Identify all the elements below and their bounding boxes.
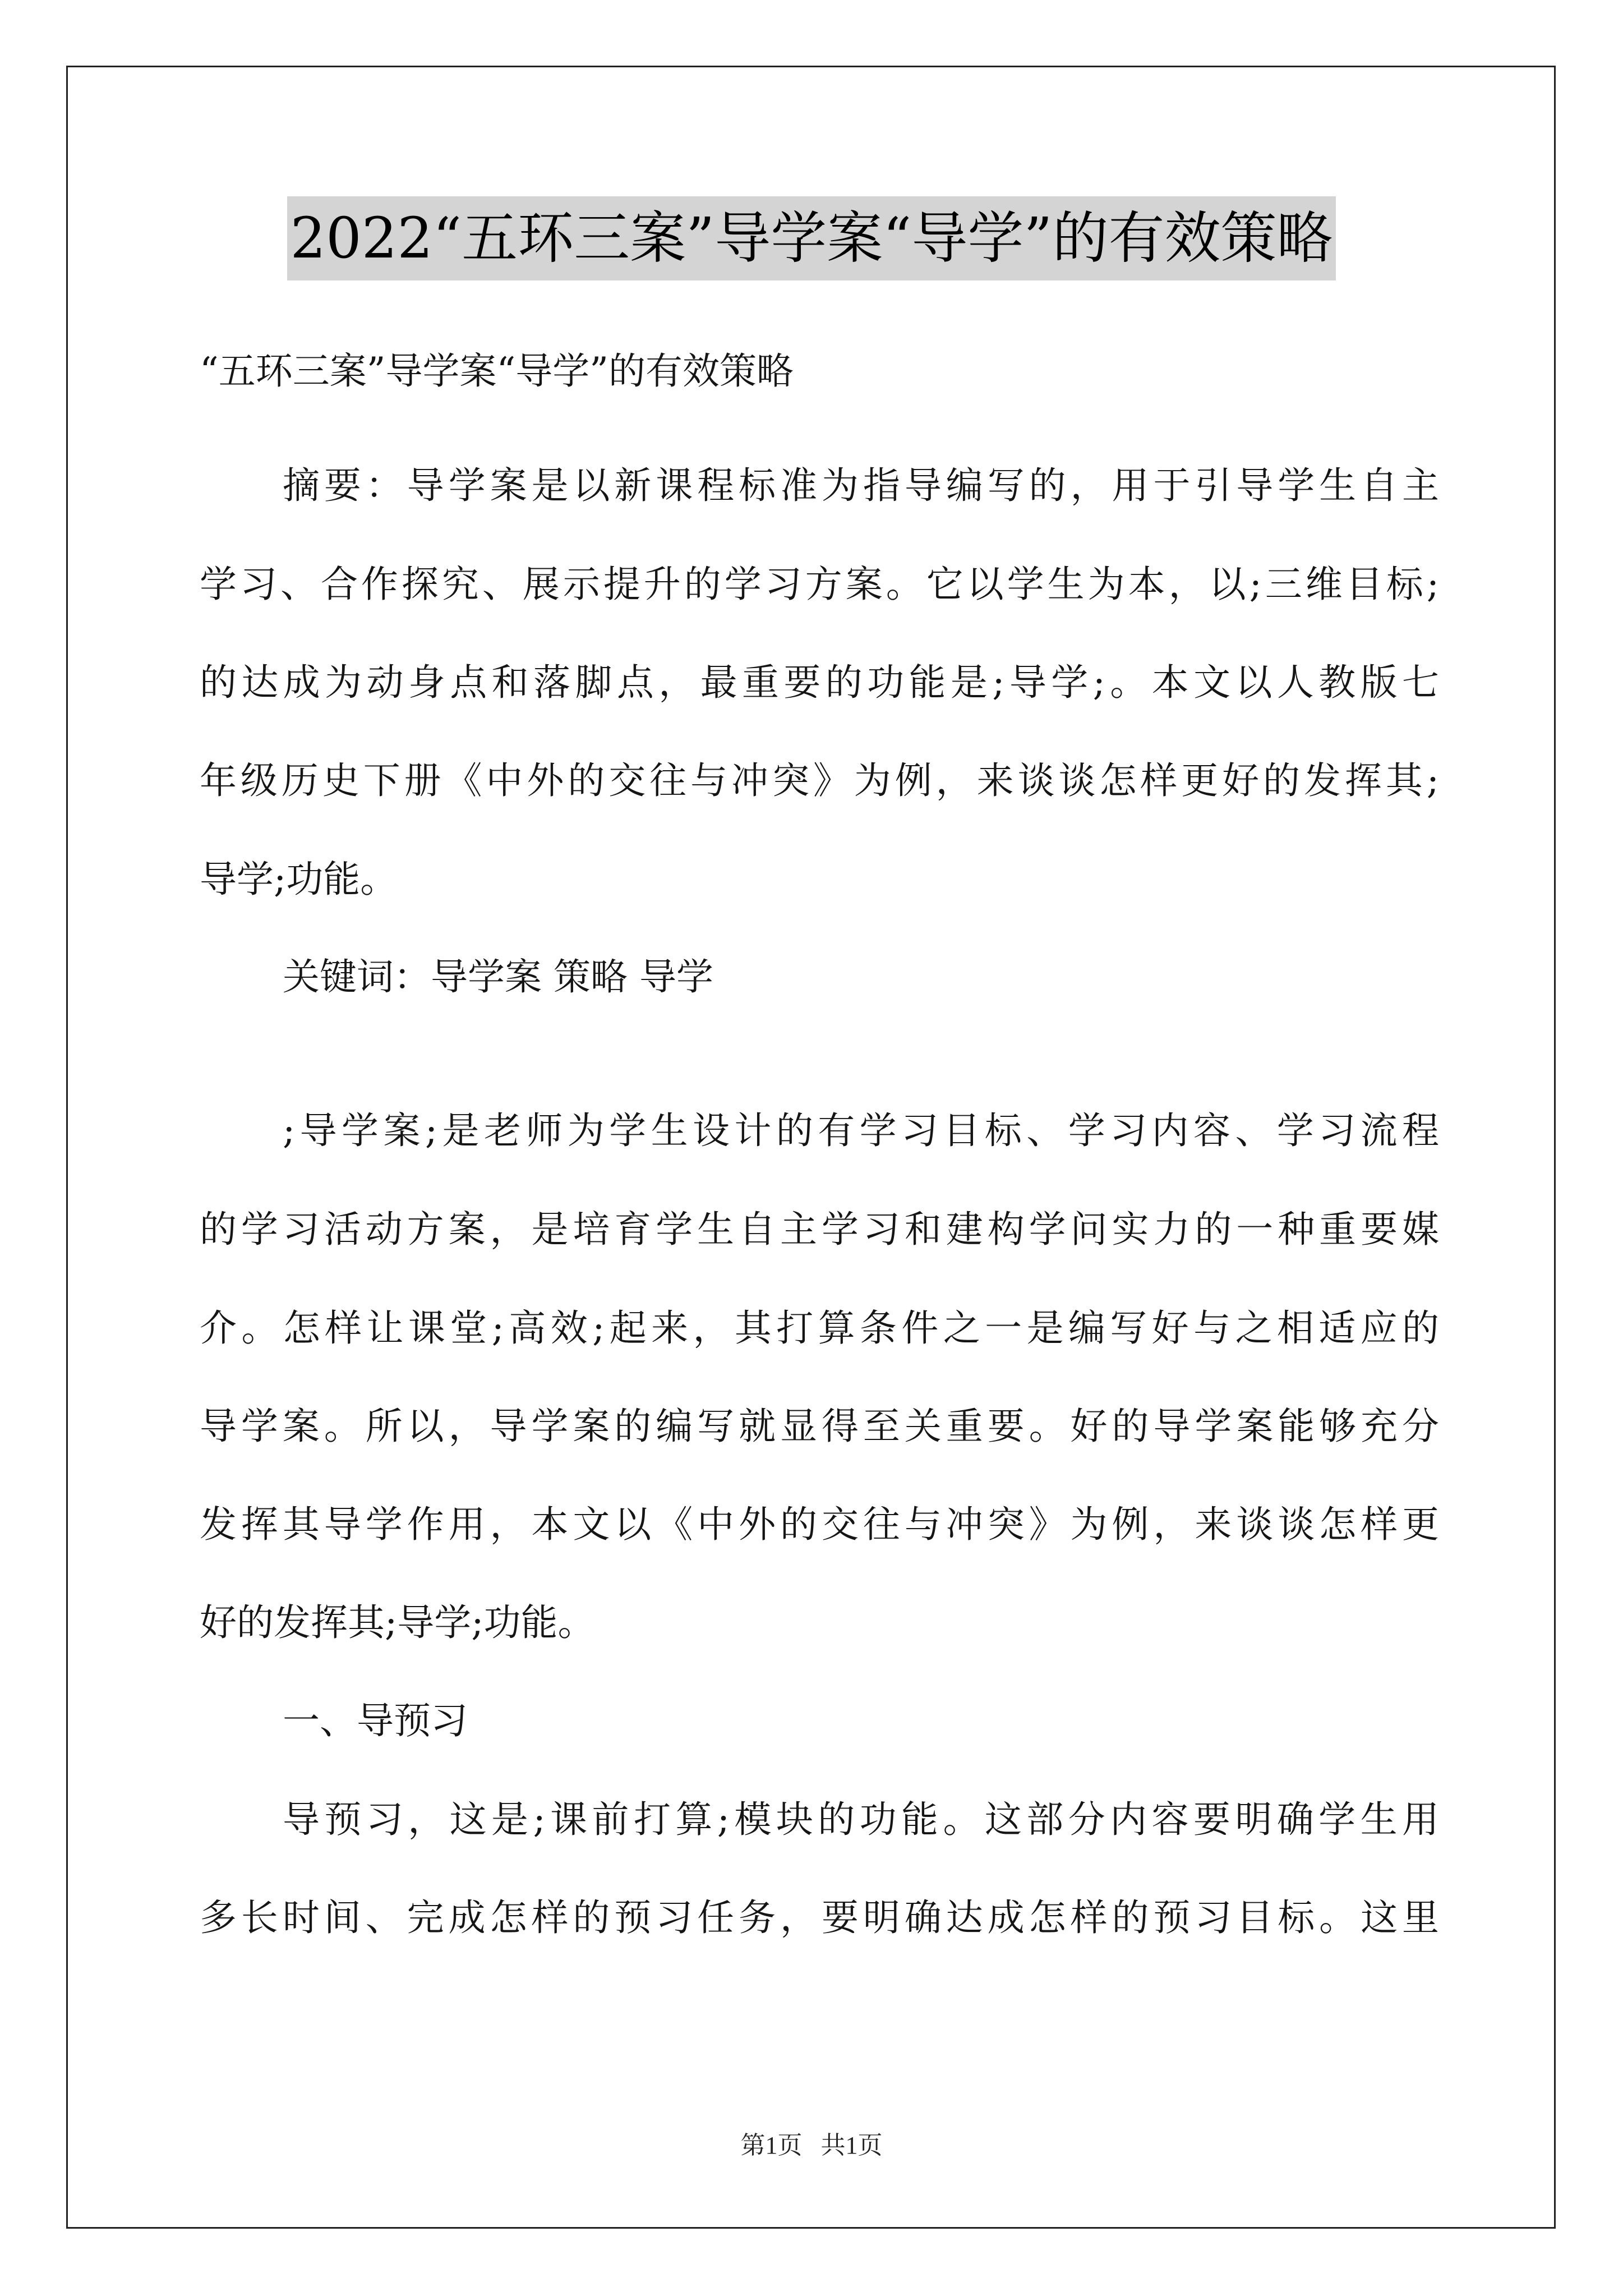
document-title: 2022“五环三案”导学案“导学”的有效策略 — [287, 196, 1336, 280]
section-heading: 一、导预习 — [283, 1699, 468, 1742]
keywords-line: 关键词：导学案 策略 导学 — [283, 955, 713, 999]
paragraph-line: 介。怎样让课堂;高效;起来，其打算条件之一是编写好与之相适应的 — [200, 1306, 1439, 1350]
paragraph-line: 好的发挥其;导学;功能。 — [200, 1601, 595, 1644]
paragraph-line: 导学案。所以，导学案的编写就显得至关重要。好的导学案能够充分 — [200, 1405, 1439, 1448]
paragraph-line: 导预习，这是;课前打算;模块的功能。这部分内容要明确学生用 — [283, 1798, 1439, 1841]
paragraph-line: 的学习活动方案，是培育学生自主学习和建构学问实力的一种重要媒 — [200, 1208, 1439, 1251]
paragraph-line: ;导学案;是老师为学生设计的有学习目标、学习内容、学习流程 — [283, 1109, 1439, 1152]
paragraph-line: 多长时间、完成怎样的预习任务，要明确达成怎样的预习目标。这里 — [200, 1896, 1439, 1939]
paragraph-line: 摘要：导学案是以新课程标准为指导编写的，用于引导学生自主 — [283, 464, 1439, 507]
document-title-container — [0, 196, 1623, 280]
paragraph-line: 发挥其导学作用，本文以《中外的交往与冲突》为例，来谈谈怎样更 — [200, 1503, 1439, 1546]
paragraph-line: 的达成为动身点和落脚点，最重要的功能是;导学;。本文以人教版七 — [200, 661, 1439, 704]
document-subtitle: “五环三案”导学案“导学”的有效策略 — [200, 349, 794, 393]
paragraph-line: 学习、合作探究、展示提升的学习方案。它以学生为本，以;三维目标; — [200, 563, 1439, 606]
paragraph-line: 导学;功能。 — [200, 858, 398, 901]
page-number-footer: 第1页 共1页 — [740, 2132, 883, 2159]
paragraph-line: 年级历史下册《中外的交往与冲突》为例，来谈谈怎样更好的发挥其; — [200, 759, 1439, 802]
